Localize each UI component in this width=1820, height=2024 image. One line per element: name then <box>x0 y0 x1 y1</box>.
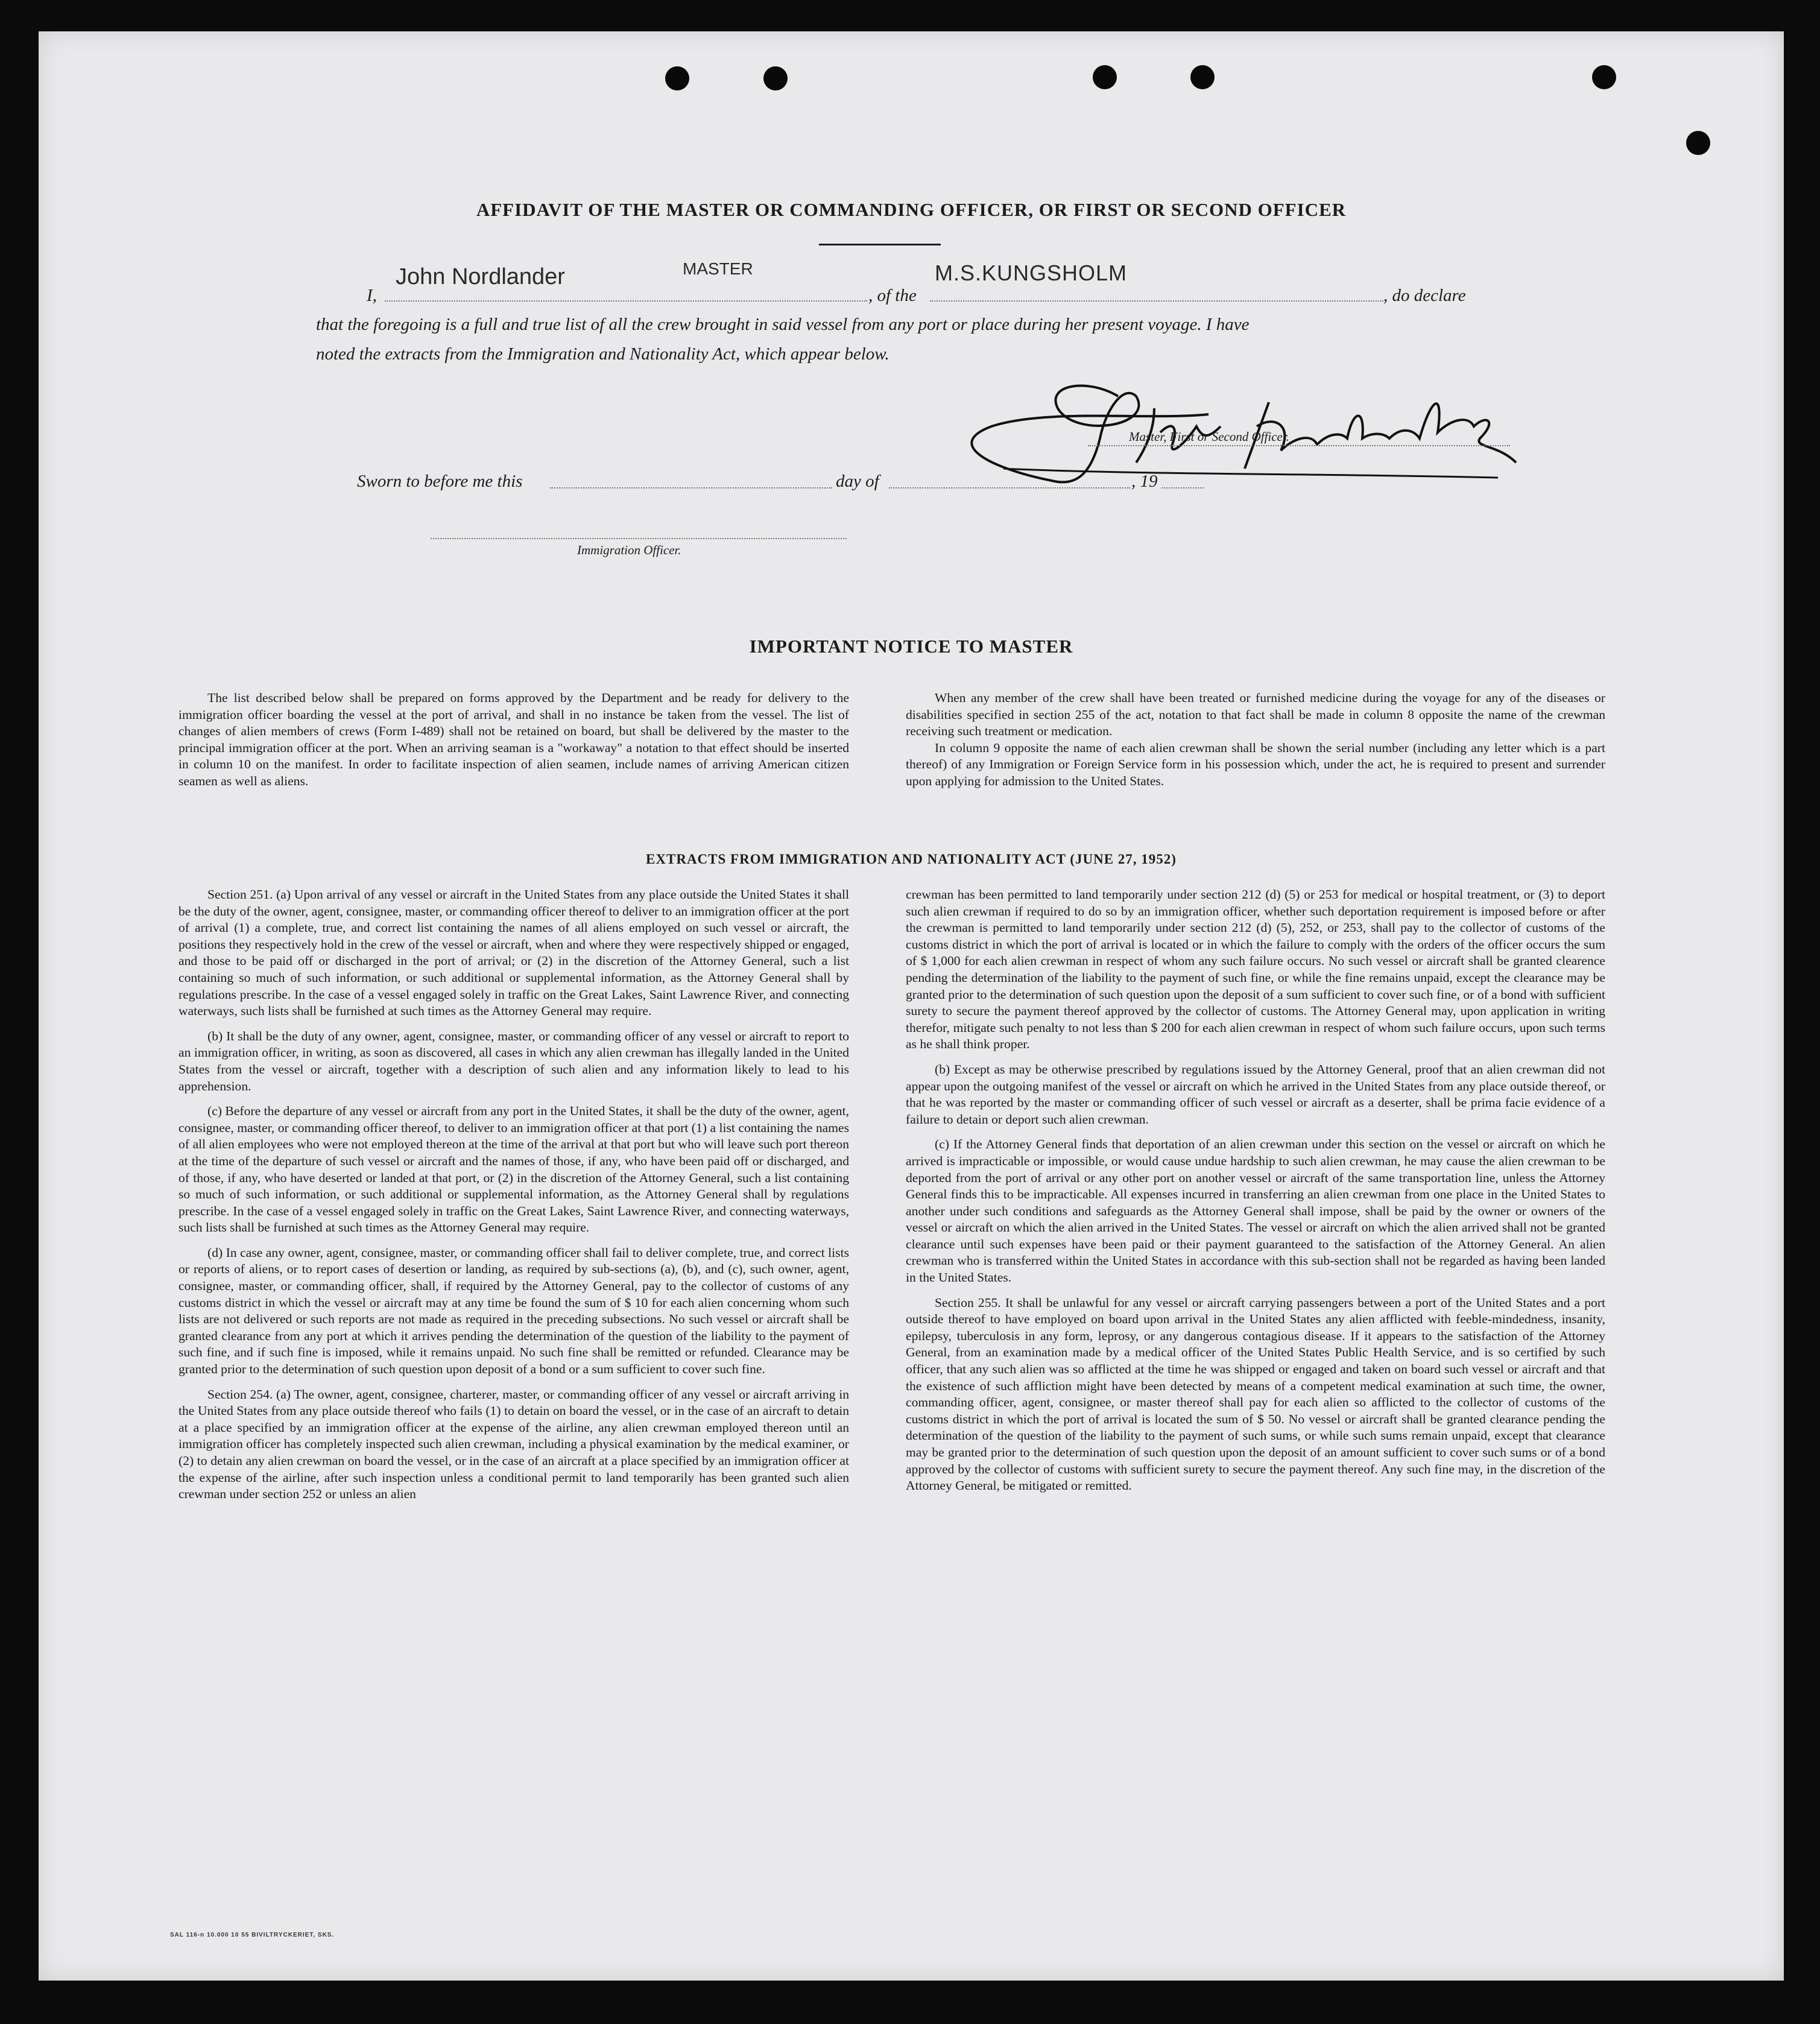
notice-right-column <box>906 690 1605 799</box>
signature-caption: Master, First or Second Officer. <box>1129 429 1289 444</box>
section-paragraph: (b) It shall be the duty of any owner, agent, consignee, master, or commanding officer of any vessel or aircraft to report to an immigration officer, in writing, as soon as discovered, all cases in which any alien crewman has illegally landed in the United States from the vessel or aircraft, together with a description of such alien and any information likely to lead to his apprehension. <box>179 1028 849 1093</box>
vessel-name: M.S.KUNGSHOLM <box>935 261 1128 285</box>
of-the-label: , of the <box>868 286 917 305</box>
form-footer: SAL 116-n 10.000 10 55 BIVILTRYCKERIET, SKS. <box>170 1932 335 1938</box>
section-paragraph: Section 255. It shall be unlawful for any vessel or aircraft carrying passengers between a port of the United States and a port outside thereof to have employed on board upon arrival in the United States any alien afflicted with feeble-mindedness, insanity, epilepsy, tuberculosis in any form, leprosy, or any dangerous contagious disease. If it appears to the satisfaction of the Attorney General, from an examination made by a medical officer of the United States Public Health Service, and is so certified by such officer, that any such alien was so afflicted at the time he was shipped or engaged and taken on board such vessel or aircraft and that the existence of such affliction might have been detected by means of a competent medical examination at such time, the owner, commanding officer, agent, consignee, or master thereof shall pay for each alien so afflicted to the collector of customs of the customs district in which the port of arrival is located the sum of $ 50. No vessel or aircraft shall be granted clearance pending the determination of the question of the liability to the payment of such sums, or while such sums remain unpaid, except that clearance may be granted prior to the determination of such question upon the deposit of an amount sufficient to cover such sums or of a bond approved by the collector of customs with sufficient surety to secure the payment thereof. Any such fine may, in the discretion of the Attorney General, be mitigated or remitted. <box>906 1295 1605 1493</box>
signature-line <box>1088 445 1510 446</box>
notice-paragraph: In column 9 opposite the name of each alien crewman shall be shown the serial number (including any letter which is a part thereof) of any Immigration or Foreign Service form in his possession which, under the act, he is required to present and surrender upon applying for admission to the United States. <box>906 740 1605 788</box>
punch-hole <box>1592 65 1616 89</box>
year-label: , 19 <box>1131 472 1158 491</box>
affidavit-i: I, <box>367 286 377 305</box>
notice-title: IMPORTANT NOTICE TO MASTER <box>749 636 1073 657</box>
vessel-line <box>930 300 1383 302</box>
section-paragraph: (c) If the Attorney General finds that deportation of an alien crewman under this section on the vessel or aircraft on which he arrived is impracticable or impossible, or would cause undue hardship to such alien crewman, he may cause the alien crewman to be deported from the port of arrival or any other port on another vessel or aircraft of the same transportation line, unless the Attorney General finds this to be impracticable. All expenses incurred in transferring an alien crewman from one place in the United States to another under such conditions and safeguards as the Attorney General shall impose, shall be paid by the owner or owners of the vessel or aircraft on which the alien arrived in the United States. The vessel or aircraft on which the alien arrived shall not be granted clearance until such expenses have been paid or their payment guaranteed to the satisfaction of the Attorney General. An alien crewman who is transferred within the United States in accordance with this sub-section shall not be regarded as having been landed in the United States. <box>906 1137 1605 1285</box>
officer-line <box>431 538 847 539</box>
master-name: John Nordlander <box>396 264 565 289</box>
punch-hole <box>1190 65 1215 89</box>
section-paragraph: (d) In case any owner, agent, consignee, master, or commanding officer shall fail to deliver complete, true, and correct lists or reports of aliens, or to report cases of desertion or landing, as required by sub-sections (a), (b), and (c), such owner, agent, consignee, master, or commanding officer, shall, if required by the Attorney General, pay to the collector of customs of any customs district in which the vessel or aircraft may at any time be found the sum of $ 10 for each alien concerning whom such lists are not delivered or such reports are not made as required in the preceding subsections. No such vessel or aircraft shall be granted clearance from any port at which it arrives pending the determination of the question of the liability to the payment of such fine, and if such fine is imposed, while it remains unpaid. No such fine shall be remitted or refunded. Clearance may be granted prior to the determination of such question upon deposit of a bond or a sum sufficient to cover such fine. <box>179 1245 849 1377</box>
section-paragraph: (c) Before the departure of any vessel or aircraft from any port in the United States, it shall be the duty of the owner, agent, consignee, master, or commanding officer thereof, to deliver to an immigration officer at that port (1) a list containing the names of all alien employees who were not employed thereon at the time of the arrival at that port but who will leave such port thereon at the time of the departure of such vessel or aircraft and the names of those, if any, who have been paid off or discharged, and of those, if any, who have deserted or landed at that port, or (2) in the discretion of the Attorney General, such a list containing so much of such information, or such additional or supplemental information, as the Attorney General shall by regulations prescribe. In the case of a vessel engaged solely in traffic on the Great Lakes, Saint Lawrence River, and connecting waterways, such lists shall be furnished at such times as the Attorney General may require. <box>179 1104 849 1235</box>
punch-hole <box>763 66 788 90</box>
affidavit-line-2: that the foregoing is a full and true list of all the crew brought in said vessel from any port or place during her present voyage. I have <box>316 315 1250 334</box>
officer-caption: Immigration Officer. <box>577 543 681 557</box>
extracts-title: EXTRACTS FROM IMMIGRATION AND NATIONALITY ACT (JUNE 27, 1952) <box>646 852 1177 867</box>
punch-hole <box>665 66 689 90</box>
sworn-month-line <box>889 487 1130 489</box>
rank-label: MASTER <box>683 259 753 278</box>
title-rule <box>819 244 941 245</box>
section-paragraph: crewman has been permitted to land temporarily under section 212 (d) (5) or 253 for medical or hospital treatment, or (3) to deport such alien crewman if required to do so by an immigration officer, whether such deportation requirement is imposed before or after the crewman is permitted to land temporarily under section 212 (d) (5), 252, or 253, shall pay to the collector of customs of the customs district in which the port of arrival is located or in which the failure to comply with the orders of the officer occurs the sum of $ 1,000 for each alien crewman in respect of whom any such failure occurs. No such vessel or aircraft shall be granted clearence pending the determination of the liability to the payment of such fine, or while the fine remains unpaid, except the clearance may be granted prior to the determination of such question upon the deposit of a sum sufficient to cover such fine, or of a bond with sufficient surety to secure the payment thereof approved by the collector of customs. The Attorney General may, upon application in writing therefor, mitigate such penalty to not less than $ 200 for each alien crewman in respect of whom such failure occurs, upon such terms as he shall think proper. <box>906 887 1605 1052</box>
day-of-label: day of <box>836 472 879 491</box>
notice-left-column <box>179 690 849 799</box>
sworn-year-line <box>1161 487 1204 489</box>
affidavit-title: AFFIDAVIT OF THE MASTER OR COMMANDING OFFICER, OR FIRST OR SECOND OFFICER <box>476 199 1347 220</box>
sworn-day-line <box>550 487 832 489</box>
punch-hole <box>1093 65 1117 89</box>
punch-hole <box>1686 131 1710 155</box>
affidavit-line-3: noted the extracts from the Immigration and Nationality Act, which appear below. <box>316 344 889 364</box>
sworn-label: Sworn to before me this <box>357 472 523 491</box>
notice-paragraph: When any member of the crew shall have been treated or furnished medicine during the voyage for any of the diseases or disabilities specified in section 255 of the act, notation to that fact shall be made in column 8 opposite the name of the crewman receiving such treatment or medication. <box>906 691 1605 739</box>
extracts-right-column <box>906 887 1605 1503</box>
extracts-left-column <box>179 887 849 1511</box>
section-paragraph: Section 251. (a) Upon arrival of any vessel or aircraft in the United States from any place outside the United States it shall be the duty of the owner, agent, consignee, master, or commanding officer thereof to deliver to an immigration officer at the port of arrival (1) a complete, true, and correct list containing the names of all aliens employed on such vessel or aircraft, the positions they respectively hold in the crew of the vessel or aircraft, when and where they were respectively shipped or engaged, and those to be paid off or discharged in the port of arrival; or (2) in the discretion of the Attorney General, such a list containing so much of such information, or such additional or supplemental information, as the Attorney General shall by regulations prescribe. In the case of a vessel engaged solely in traffic on the Great Lakes, Saint Lawrence River, and connecting waterways, such lists shall be furnished at such times as the Attorney General may require. <box>179 887 849 1019</box>
section-paragraph: (b) Except as may be otherwise prescribed by regulations issued by the Attorney General, proof that an alien crewman did not appear upon the outgoing manifest of the vessel or aircraft on which he arrived in the United States from any place outside thereof, or that he was reported by the master or commanding officer of such vessel or aircraft as a deserter, shall be prima facie evidence of a failure to detain or deport such alien crewman. <box>906 1061 1605 1127</box>
document-page <box>39 31 1784 1981</box>
do-declare-label: , do declare <box>1383 286 1466 305</box>
section-paragraph: Section 254. (a) The owner, agent, consignee, charterer, master, or commanding officer of any vessel or aircraft arriving in the United States from any place outside thereof who fails (1) to detain on board the vessel, or in the case of an aircraft to detain at a place specified by an immigration officer at the expense of the airline, any alien crewman employed thereon until an immigration officer has completely inspected such alien crewman, including a physical examination by the medical examiner, or (2) to detain any alien crewman on board the vessel, or in the case of an aircraft at a place specified by an immigration officer at the expense of the airline, after such inspection unless a conditional permit to land temporarily has been granted such alien crewman under section 252 or unless an alien <box>179 1387 849 1502</box>
notice-paragraph: The list described below shall be prepared on forms approved by the Department and be ready for delivery to the immigration officer boarding the vessel at the port of arrival, and shall in no instance be taken from the vessel. The list of changes of alien members of crews (Form I-489) shall not be retained on board, but shall be delivered by the master to the principal immigration officer at the port. When an arriving seaman is a "workaway" a notation to that effect should be inserted in column 10 on the manifest. In order to facilitate inspection of alien seamen, include names of arriving American citizen seamen as well as aliens. <box>179 691 849 788</box>
name-line <box>385 300 867 302</box>
